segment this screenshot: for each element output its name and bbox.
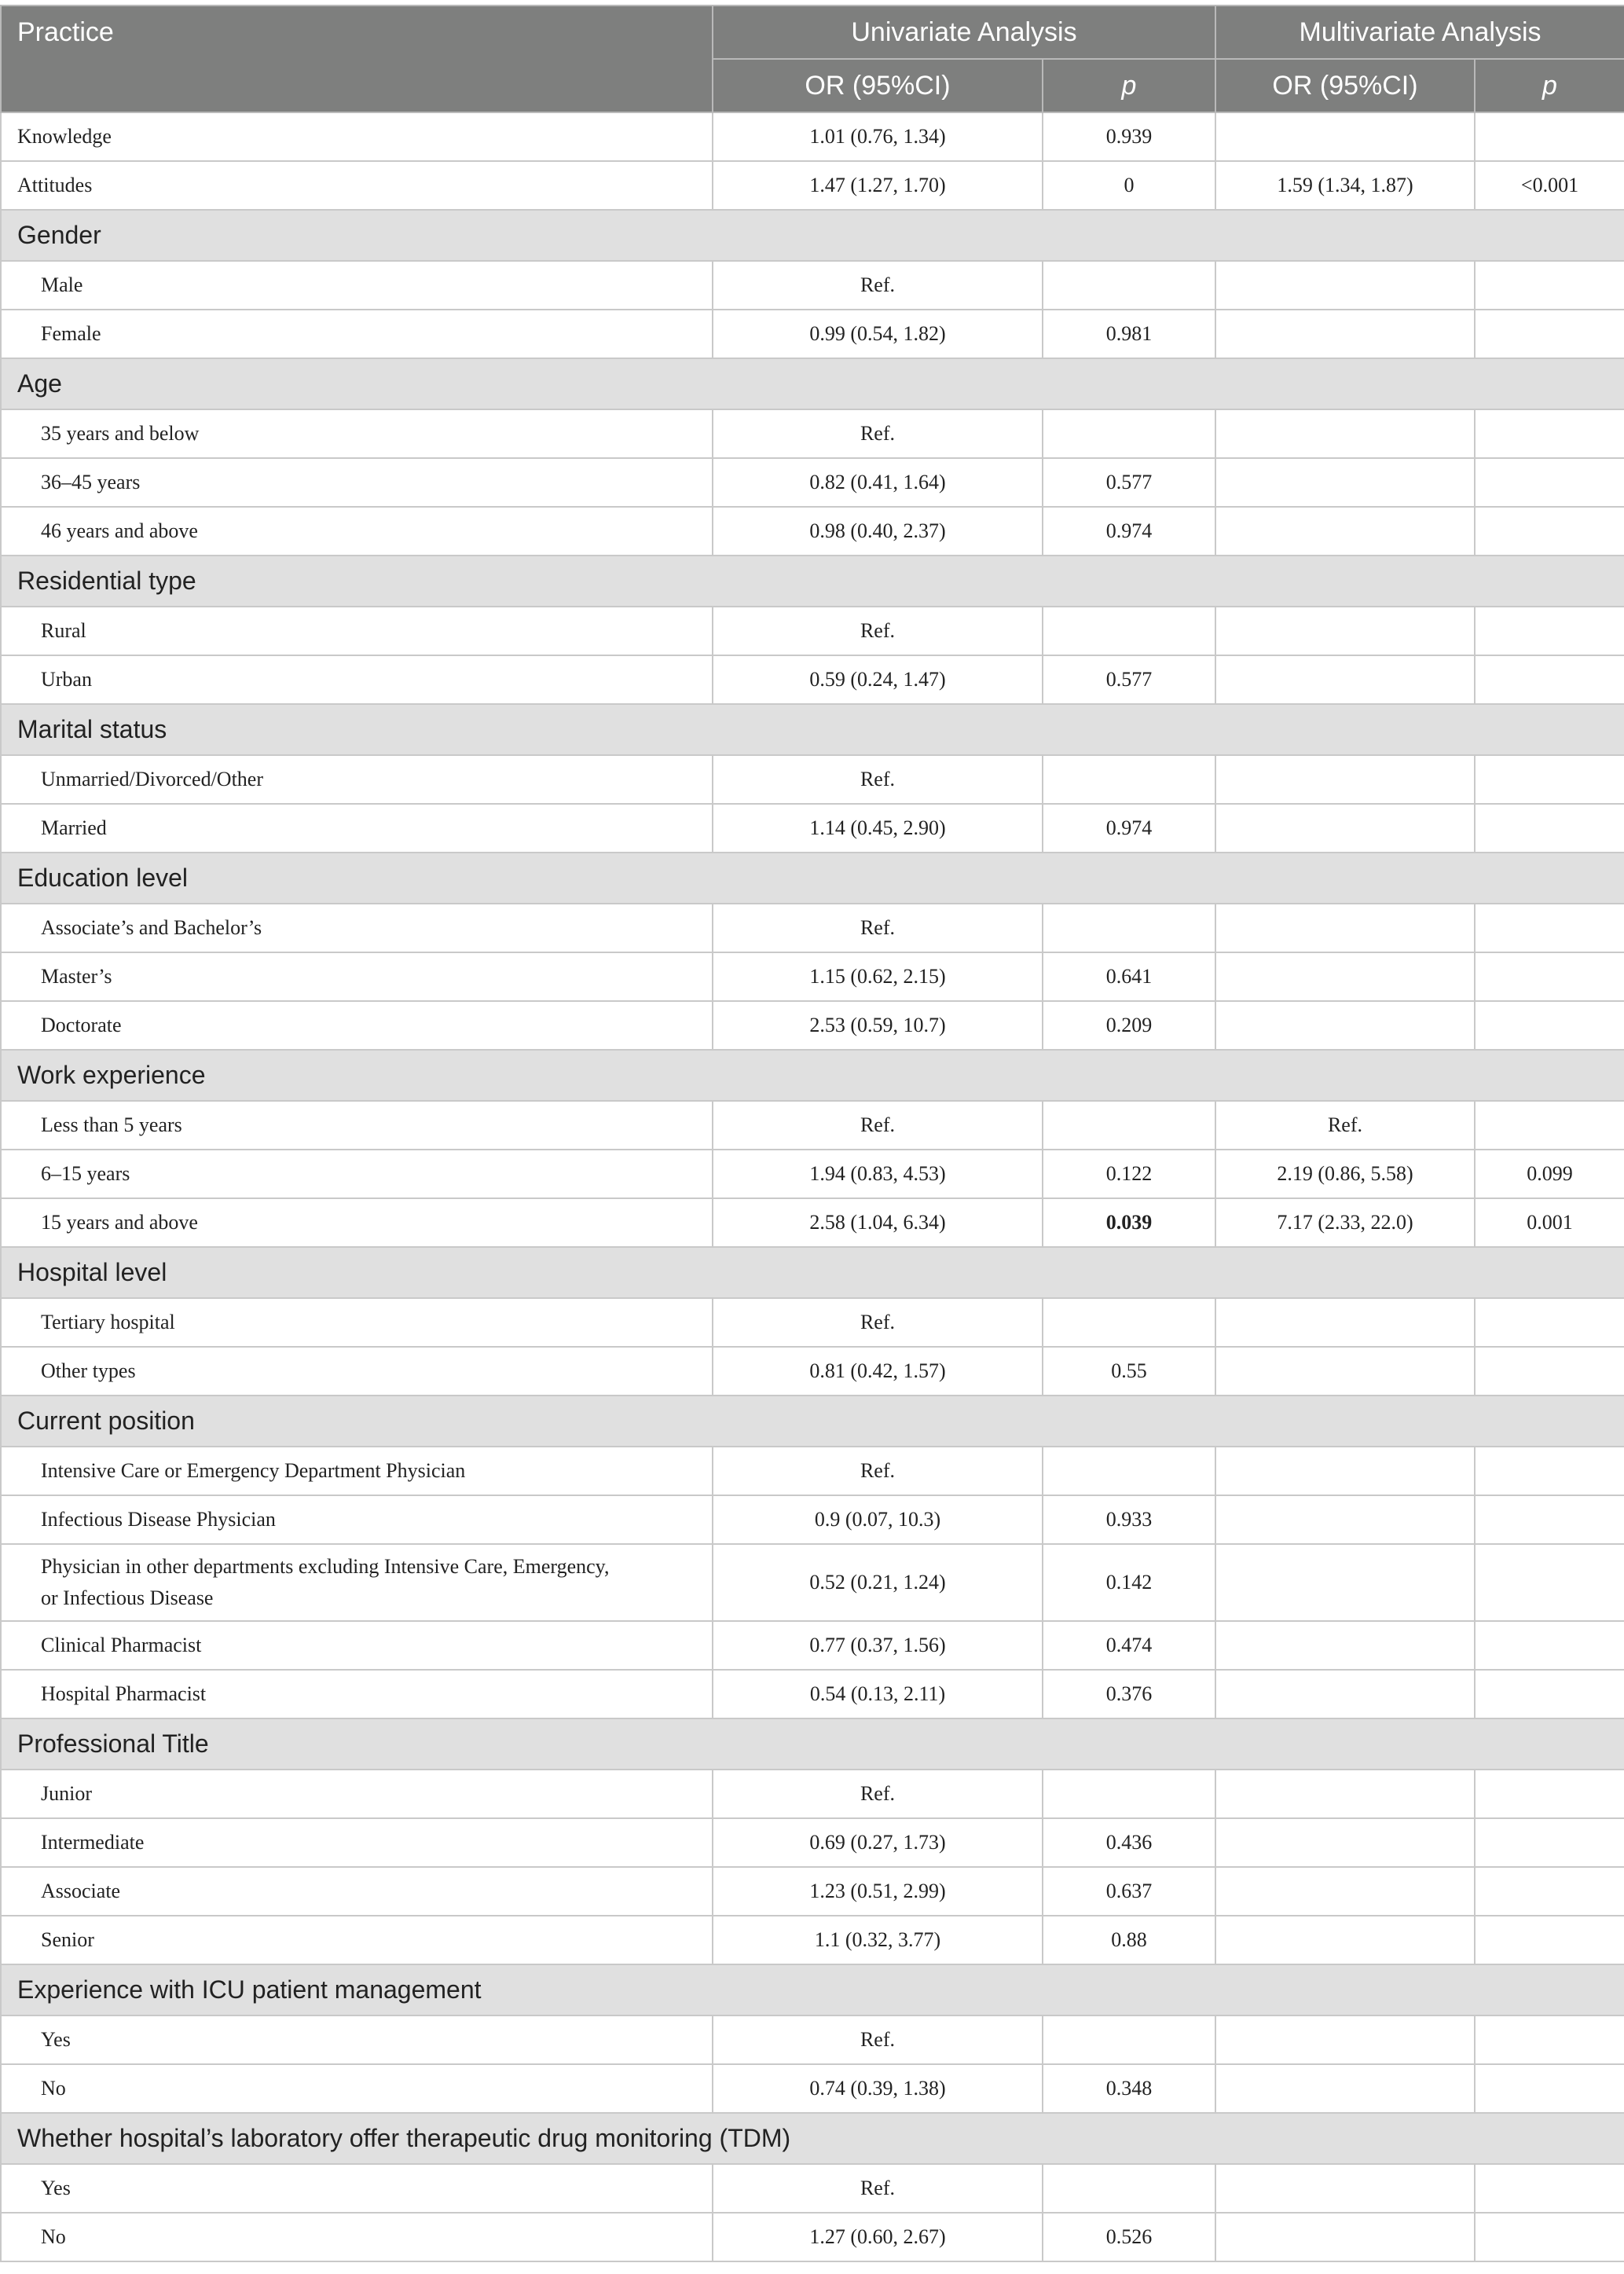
univariate-p: [1043, 2164, 1215, 2213]
univariate-or: Ref.: [713, 1447, 1043, 1495]
multivariate-p: [1475, 310, 1624, 358]
multivariate-p: [1475, 1298, 1624, 1347]
multivariate-p: [1475, 755, 1624, 804]
multivariate-p: [1475, 1495, 1624, 1544]
section-title: Marital status: [1, 704, 1624, 755]
table-row: [1, 1495, 1624, 1544]
univariate-or: 0.77 (0.37, 1.56): [713, 1621, 1043, 1670]
row-label: Other types: [1, 1347, 713, 1396]
multivariate-or: 7.17 (2.33, 22.0): [1215, 1198, 1475, 1247]
univariate-p: 0.376: [1043, 1670, 1215, 1718]
multivariate-or: [1215, 755, 1475, 804]
multivariate-or: [1215, 1544, 1475, 1621]
section-title: Professional Title: [1, 1718, 1624, 1770]
multivariate-p: [1475, 1544, 1624, 1621]
univariate-p: [1043, 409, 1215, 458]
table-row: [1, 409, 1624, 458]
univariate-or: Ref.: [713, 2164, 1043, 2213]
univariate-or: 1.14 (0.45, 2.90): [713, 804, 1043, 853]
multivariate-p: [1475, 2213, 1624, 2261]
header-multivariate: Multivariate Analysis: [1215, 6, 1624, 59]
multivariate-or: [1215, 1298, 1475, 1347]
section-header-row: [1, 704, 1624, 755]
multivariate-or: [1215, 607, 1475, 655]
header-multivariate-or: OR (95%CI): [1215, 59, 1475, 112]
univariate-or: 1.01 (0.76, 1.34): [713, 112, 1043, 161]
table-row: [1, 904, 1624, 952]
multivariate-p: [1475, 1818, 1624, 1867]
univariate-p: 0.142: [1043, 1544, 1215, 1621]
table-row: [1, 1101, 1624, 1150]
univariate-p: 0.974: [1043, 507, 1215, 556]
univariate-or: 0.69 (0.27, 1.73): [713, 1818, 1043, 1867]
multivariate-p: [1475, 2015, 1624, 2064]
univariate-p: 0.933: [1043, 1495, 1215, 1544]
multivariate-or: [1215, 1867, 1475, 1916]
univariate-or: 0.82 (0.41, 1.64): [713, 458, 1043, 507]
section-header-row: [1, 1396, 1624, 1447]
table-row: [1, 1347, 1624, 1396]
table-row: [1, 458, 1624, 507]
section-title: Residential type: [1, 556, 1624, 607]
row-label: No: [1, 2213, 713, 2261]
row-label: Male: [1, 261, 713, 310]
row-label: Yes: [1, 2164, 713, 2213]
row-label: Associate’s and Bachelor’s: [1, 904, 713, 952]
row-label: 46 years and above: [1, 507, 713, 556]
univariate-or: 0.52 (0.21, 1.24): [713, 1544, 1043, 1621]
table-row: [1, 161, 1624, 210]
univariate-or: 1.15 (0.62, 2.15): [713, 952, 1043, 1001]
row-label: Intensive Care or Emergency Department Physician: [1, 1447, 713, 1495]
multivariate-or: [1215, 904, 1475, 952]
multivariate-p: [1475, 1916, 1624, 1964]
header-multivariate-p: p: [1475, 59, 1624, 112]
univariate-p: 0.039: [1043, 1198, 1215, 1247]
section-title: Experience with ICU patient management: [1, 1964, 1624, 2015]
multivariate-p: <0.001: [1475, 161, 1624, 210]
univariate-or: 0.98 (0.40, 2.37): [713, 507, 1043, 556]
row-label: Yes: [1, 2015, 713, 2064]
univariate-or: 0.99 (0.54, 1.82): [713, 310, 1043, 358]
multivariate-p: [1475, 1101, 1624, 1150]
multivariate-or: [1215, 1818, 1475, 1867]
table-row: [1, 755, 1624, 804]
header-practice: Practice: [1, 6, 713, 112]
multivariate-or: [1215, 804, 1475, 853]
multivariate-or: [1215, 2015, 1475, 2064]
table-row: [1, 112, 1624, 161]
section-header-row: [1, 1050, 1624, 1101]
row-label: Unmarried/Divorced/Other: [1, 755, 713, 804]
table-row: [1, 2015, 1624, 2064]
table-row: [1, 1621, 1624, 1670]
multivariate-p: [1475, 2064, 1624, 2113]
header-univariate: Univariate Analysis: [713, 6, 1215, 59]
univariate-p: [1043, 1447, 1215, 1495]
row-label-line-1: Physician in other departments excluding Intensive Care, Emergency,: [41, 1555, 610, 1578]
table-row: [1, 1001, 1624, 1050]
section-header-row: [1, 358, 1624, 409]
row-label: No: [1, 2064, 713, 2113]
multivariate-or: [1215, 952, 1475, 1001]
row-label: Married: [1, 804, 713, 853]
multivariate-or: [1215, 1670, 1475, 1718]
univariate-p: 0.436: [1043, 1818, 1215, 1867]
table-row: [1, 2213, 1624, 2261]
univariate-or: Ref.: [713, 261, 1043, 310]
univariate-or: 1.47 (1.27, 1.70): [713, 161, 1043, 210]
univariate-p: 0: [1043, 161, 1215, 210]
header-univariate-p: p: [1043, 59, 1215, 112]
univariate-p: [1043, 755, 1215, 804]
multivariate-p: [1475, 952, 1624, 1001]
univariate-or: 0.54 (0.13, 2.11): [713, 1670, 1043, 1718]
multivariate-p: [1475, 458, 1624, 507]
row-label: Master’s: [1, 952, 713, 1001]
univariate-p: [1043, 1770, 1215, 1818]
table-row: [1, 1770, 1624, 1818]
univariate-p: 0.348: [1043, 2064, 1215, 2113]
row-label: Infectious Disease Physician: [1, 1495, 713, 1544]
section-title: Education level: [1, 853, 1624, 904]
table-row: [1, 1867, 1624, 1916]
multivariate-p: [1475, 607, 1624, 655]
section-title: Gender: [1, 210, 1624, 261]
multivariate-p: [1475, 904, 1624, 952]
multivariate-or: [1215, 1916, 1475, 1964]
multivariate-p: [1475, 804, 1624, 853]
row-label-line-2: or Infectious Disease: [41, 1586, 214, 1609]
univariate-or: Ref.: [713, 1298, 1043, 1347]
table-row: [1, 1916, 1624, 1964]
section-header-row: [1, 1718, 1624, 1770]
row-label: Clinical Pharmacist: [1, 1621, 713, 1670]
table-row: [1, 1670, 1624, 1718]
multivariate-p: [1475, 1867, 1624, 1916]
univariate-p: [1043, 1101, 1215, 1150]
header-row-1: [1, 6, 1624, 59]
row-label: Knowledge: [1, 112, 713, 161]
univariate-p: 0.526: [1043, 2213, 1215, 2261]
univariate-or: 0.74 (0.39, 1.38): [713, 2064, 1043, 2113]
row-label: Intermediate: [1, 1818, 713, 1867]
section-header-row: [1, 556, 1624, 607]
univariate-p: 0.981: [1043, 310, 1215, 358]
univariate-p: [1043, 2015, 1215, 2064]
row-label: Urban: [1, 655, 713, 704]
section-header-row: [1, 210, 1624, 261]
univariate-or: Ref.: [713, 607, 1043, 655]
table-row: [1, 1150, 1624, 1198]
row-label: Less than 5 years: [1, 1101, 713, 1150]
table-row: [1, 310, 1624, 358]
multivariate-p: [1475, 1001, 1624, 1050]
univariate-or: 1.94 (0.83, 4.53): [713, 1150, 1043, 1198]
multivariate-or: [1215, 2164, 1475, 2213]
multivariate-p: [1475, 1670, 1624, 1718]
multivariate-p: [1475, 655, 1624, 704]
univariate-or: Ref.: [713, 1770, 1043, 1818]
table-row: [1, 2164, 1624, 2213]
multivariate-or: [1215, 2064, 1475, 2113]
univariate-p: 0.577: [1043, 458, 1215, 507]
multivariate-p: [1475, 112, 1624, 161]
multivariate-or: [1215, 1347, 1475, 1396]
univariate-or: Ref.: [713, 755, 1043, 804]
multivariate-or: 1.59 (1.34, 1.87): [1215, 161, 1475, 210]
univariate-p: [1043, 261, 1215, 310]
univariate-or: 1.23 (0.51, 2.99): [713, 1867, 1043, 1916]
univariate-p: [1043, 904, 1215, 952]
multivariate-or: Ref.: [1215, 1101, 1475, 1150]
multivariate-or: [1215, 1770, 1475, 1818]
table-row: [1, 507, 1624, 556]
univariate-p: 0.637: [1043, 1867, 1215, 1916]
section-title: Current position: [1, 1396, 1624, 1447]
univariate-p: 0.641: [1043, 952, 1215, 1001]
row-label: Attitudes: [1, 161, 713, 210]
univariate-p: [1043, 1298, 1215, 1347]
univariate-p: 0.209: [1043, 1001, 1215, 1050]
multivariate-or: [1215, 310, 1475, 358]
univariate-or: 1.1 (0.32, 3.77): [713, 1916, 1043, 1964]
section-header-row: [1, 1247, 1624, 1298]
table-row: [1, 2064, 1624, 2113]
table-row: [1, 607, 1624, 655]
multivariate-p: [1475, 1770, 1624, 1818]
multivariate-or: [1215, 458, 1475, 507]
section-title: Hospital level: [1, 1247, 1624, 1298]
table-row: [1, 1447, 1624, 1495]
univariate-or: 2.53 (0.59, 10.7): [713, 1001, 1043, 1050]
multivariate-p: [1475, 1621, 1624, 1670]
univariate-or: 2.58 (1.04, 6.34): [713, 1198, 1043, 1247]
univariate-or: Ref.: [713, 1101, 1043, 1150]
multivariate-or: 2.19 (0.86, 5.58): [1215, 1150, 1475, 1198]
row-label: [1, 1544, 713, 1621]
row-label: Rural: [1, 607, 713, 655]
multivariate-p: [1475, 1447, 1624, 1495]
multivariate-or: [1215, 1447, 1475, 1495]
section-title: Whether hospital’s laboratory offer therapeutic drug monitoring (TDM): [1, 2113, 1624, 2164]
multivariate-or: [1215, 655, 1475, 704]
row-label: Junior: [1, 1770, 713, 1818]
table-row: [1, 1298, 1624, 1347]
row-label: Tertiary hospital: [1, 1298, 713, 1347]
univariate-p: 0.474: [1043, 1621, 1215, 1670]
table-row: [1, 261, 1624, 310]
multivariate-p: 0.001: [1475, 1198, 1624, 1247]
row-label: 36–45 years: [1, 458, 713, 507]
section-header-row: [1, 2113, 1624, 2164]
section-header-row: [1, 1964, 1624, 2015]
multivariate-or: [1215, 409, 1475, 458]
univariate-p: 0.122: [1043, 1150, 1215, 1198]
header-univariate-or: OR (95%CI): [713, 59, 1043, 112]
row-label: Doctorate: [1, 1001, 713, 1050]
row-label: 15 years and above: [1, 1198, 713, 1247]
multivariate-p: [1475, 2164, 1624, 2213]
univariate-p: [1043, 607, 1215, 655]
section-title: Work experience: [1, 1050, 1624, 1101]
row-label: Associate: [1, 1867, 713, 1916]
multivariate-p: 0.099: [1475, 1150, 1624, 1198]
univariate-or: 0.9 (0.07, 10.3): [713, 1495, 1043, 1544]
univariate-p: 0.88: [1043, 1916, 1215, 1964]
table-row: [1, 1198, 1624, 1247]
multivariate-or: [1215, 1001, 1475, 1050]
table-row: [1, 804, 1624, 853]
row-label: Hospital Pharmacist: [1, 1670, 713, 1718]
multivariate-or: [1215, 1495, 1475, 1544]
section-title: Age: [1, 358, 1624, 409]
table-body: [1, 112, 1624, 2261]
row-label: 6–15 years: [1, 1150, 713, 1198]
table-row: [1, 1544, 1624, 1621]
multivariate-p: [1475, 507, 1624, 556]
univariate-p: 0.974: [1043, 804, 1215, 853]
regression-table: [0, 5, 1624, 2262]
univariate-or: Ref.: [713, 409, 1043, 458]
univariate-p: 0.577: [1043, 655, 1215, 704]
section-header-row: [1, 853, 1624, 904]
univariate-or: 0.59 (0.24, 1.47): [713, 655, 1043, 704]
row-label: Female: [1, 310, 713, 358]
univariate-p: 0.939: [1043, 112, 1215, 161]
multivariate-or: [1215, 261, 1475, 310]
multivariate-or: [1215, 112, 1475, 161]
multivariate-or: [1215, 1621, 1475, 1670]
row-label: 35 years and below: [1, 409, 713, 458]
table-row: [1, 655, 1624, 704]
row-label: Senior: [1, 1916, 713, 1964]
univariate-or: Ref.: [713, 2015, 1043, 2064]
multivariate-p: [1475, 409, 1624, 458]
univariate-or: 1.27 (0.60, 2.67): [713, 2213, 1043, 2261]
univariate-p: 0.55: [1043, 1347, 1215, 1396]
univariate-or: 0.81 (0.42, 1.57): [713, 1347, 1043, 1396]
univariate-or: Ref.: [713, 904, 1043, 952]
multivariate-p: [1475, 261, 1624, 310]
multivariate-or: [1215, 2213, 1475, 2261]
multivariate-or: [1215, 507, 1475, 556]
table-row: [1, 1818, 1624, 1867]
table-row: [1, 952, 1624, 1001]
multivariate-p: [1475, 1347, 1624, 1396]
